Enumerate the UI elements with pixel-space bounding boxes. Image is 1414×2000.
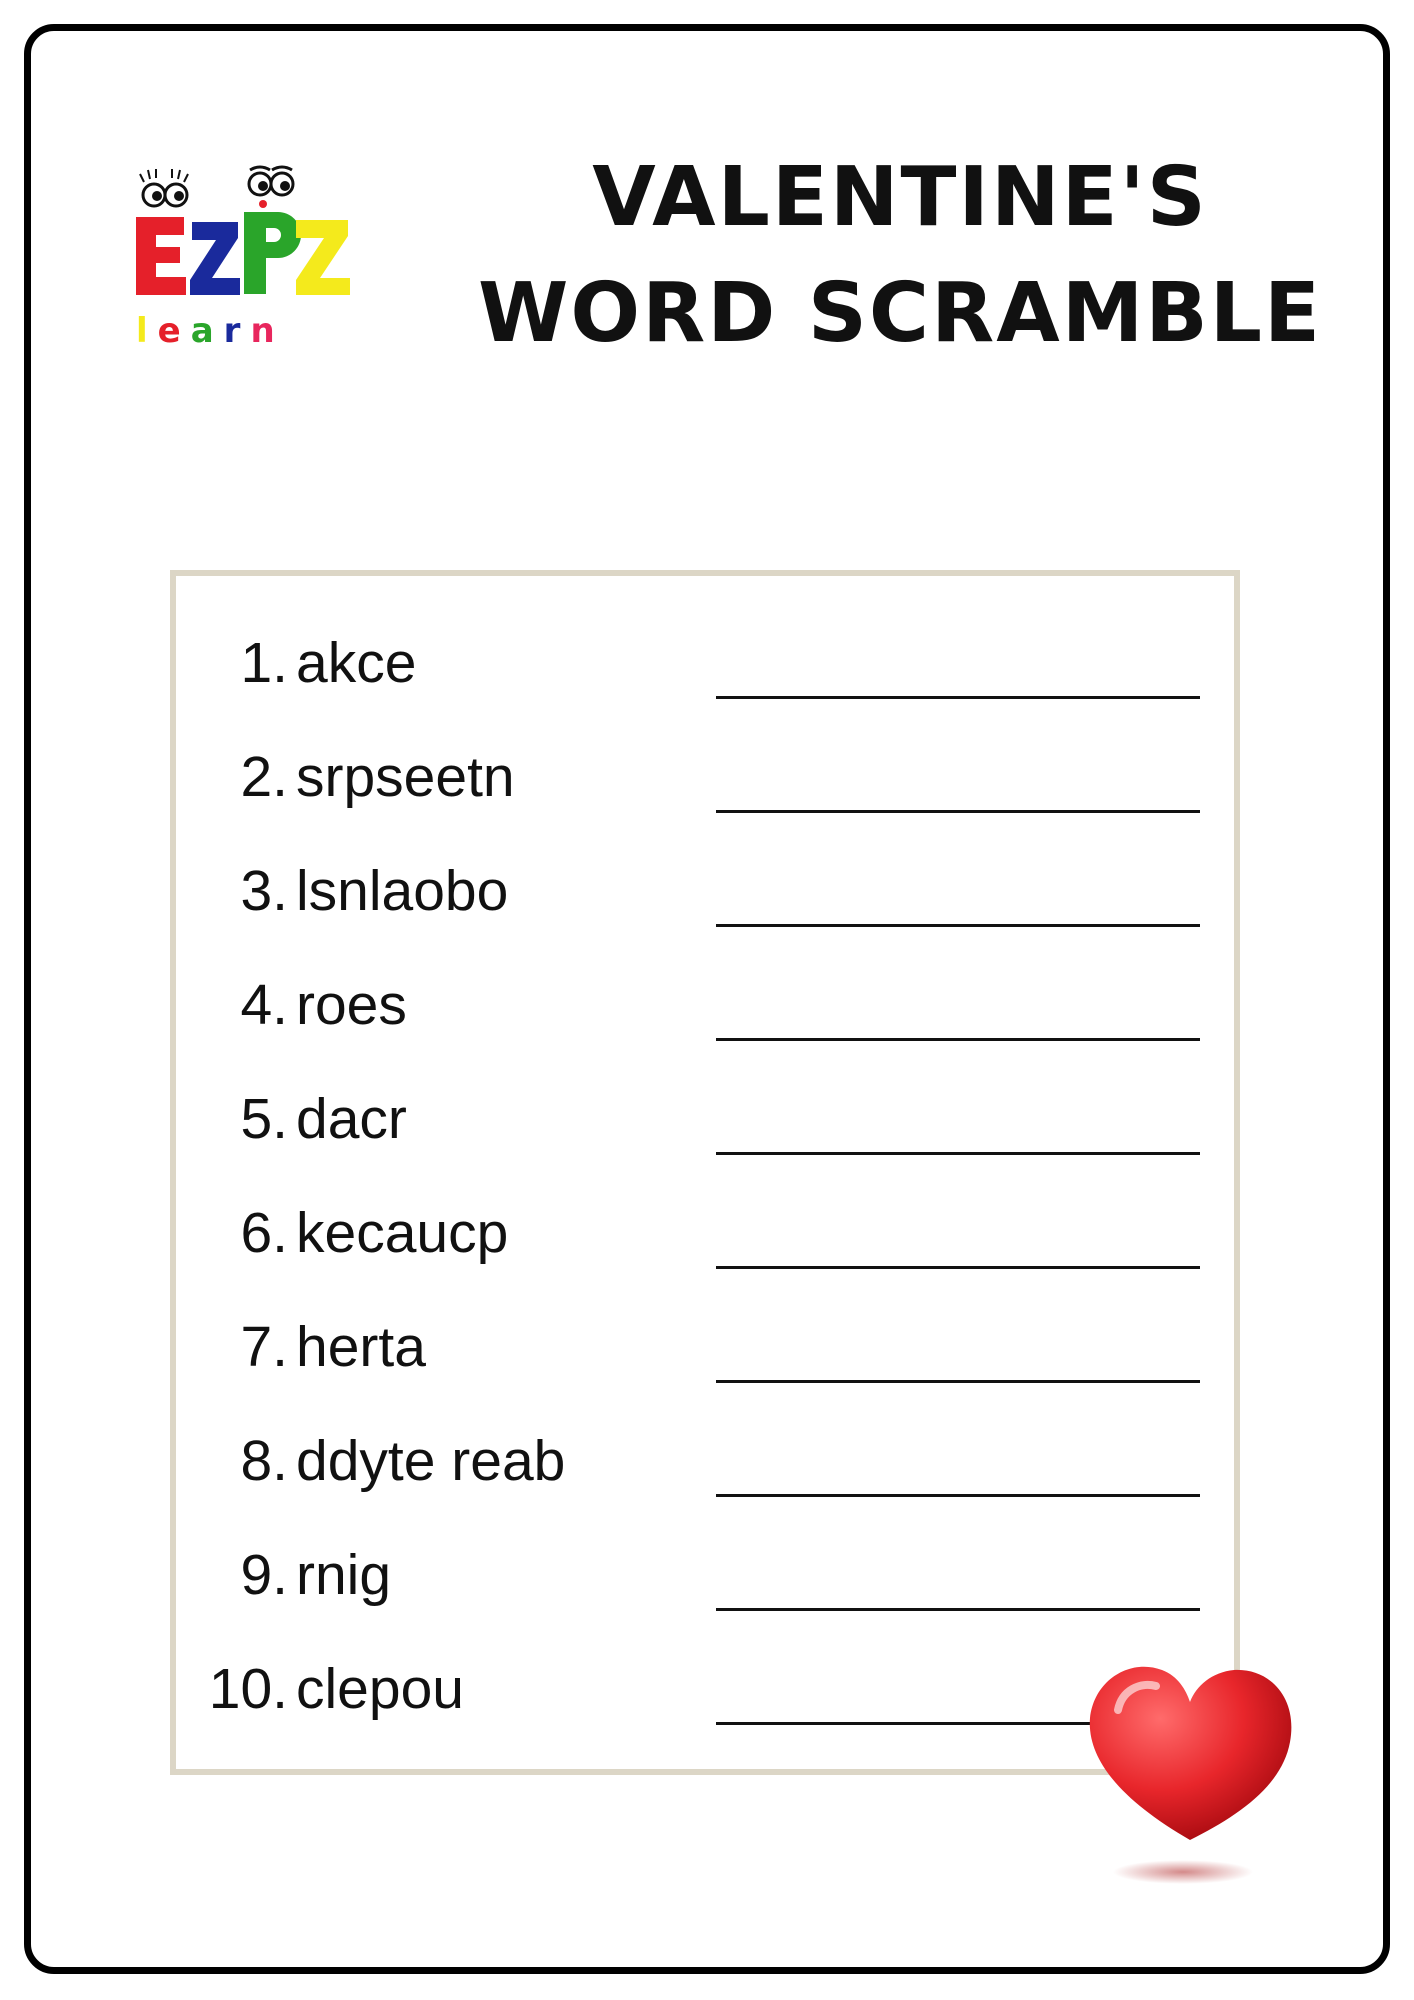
title-line-2: WORD SCRAMBLE (477, 266, 1323, 361)
scrambled-word: herta (296, 1315, 426, 1379)
list-item (176, 1300, 1246, 1414)
list-item (176, 958, 1246, 1072)
word-list-panel (170, 570, 1240, 1775)
answer-line[interactable] (716, 1380, 1200, 1383)
scrambled-word: clepou (296, 1657, 464, 1721)
list-item (176, 1528, 1246, 1642)
scrambled-word: kecaucp (296, 1201, 509, 1265)
list-item (176, 1414, 1246, 1528)
answer-line[interactable] (716, 1494, 1200, 1497)
answer-line[interactable] (716, 1038, 1200, 1041)
scrambled-word: rnig (296, 1543, 392, 1607)
answer-line[interactable] (716, 696, 1200, 699)
answer-line[interactable] (716, 1152, 1200, 1155)
answer-line[interactable] (716, 1266, 1200, 1269)
item-number: 5. (240, 1087, 288, 1151)
page-title (400, 140, 1400, 372)
item-number: 4. (240, 973, 288, 1037)
scrambled-word: akce (296, 631, 417, 695)
scrambled-word: ddyte reab (296, 1429, 566, 1493)
list-item (176, 844, 1246, 958)
title-line-1: VALENTINE'S (592, 150, 1208, 245)
ezpz-learn-logo (132, 162, 372, 352)
list-item (176, 1186, 1246, 1300)
answer-line[interactable] (716, 924, 1200, 927)
scrambled-word: lsnlaobo (296, 859, 509, 923)
item-number: 9. (240, 1543, 288, 1607)
heart-icon (1078, 1650, 1304, 1890)
scrambled-word: roes (296, 973, 407, 1037)
scrambled-word: dacr (296, 1087, 407, 1151)
answer-line[interactable] (716, 810, 1200, 813)
answer-line[interactable] (716, 1608, 1200, 1611)
item-number: 10. (208, 1657, 288, 1721)
list-item (176, 1072, 1246, 1186)
list-item (176, 730, 1246, 844)
item-number: 7. (240, 1315, 288, 1379)
svg-text:learn: learn (136, 311, 285, 351)
scrambled-word: srpseetn (296, 745, 515, 809)
list-item (176, 616, 1246, 730)
item-number: 1. (240, 631, 288, 695)
item-number: 2. (240, 745, 288, 809)
item-number: 8. (240, 1429, 288, 1493)
item-number: 6. (240, 1201, 288, 1265)
item-number: 3. (240, 859, 288, 923)
